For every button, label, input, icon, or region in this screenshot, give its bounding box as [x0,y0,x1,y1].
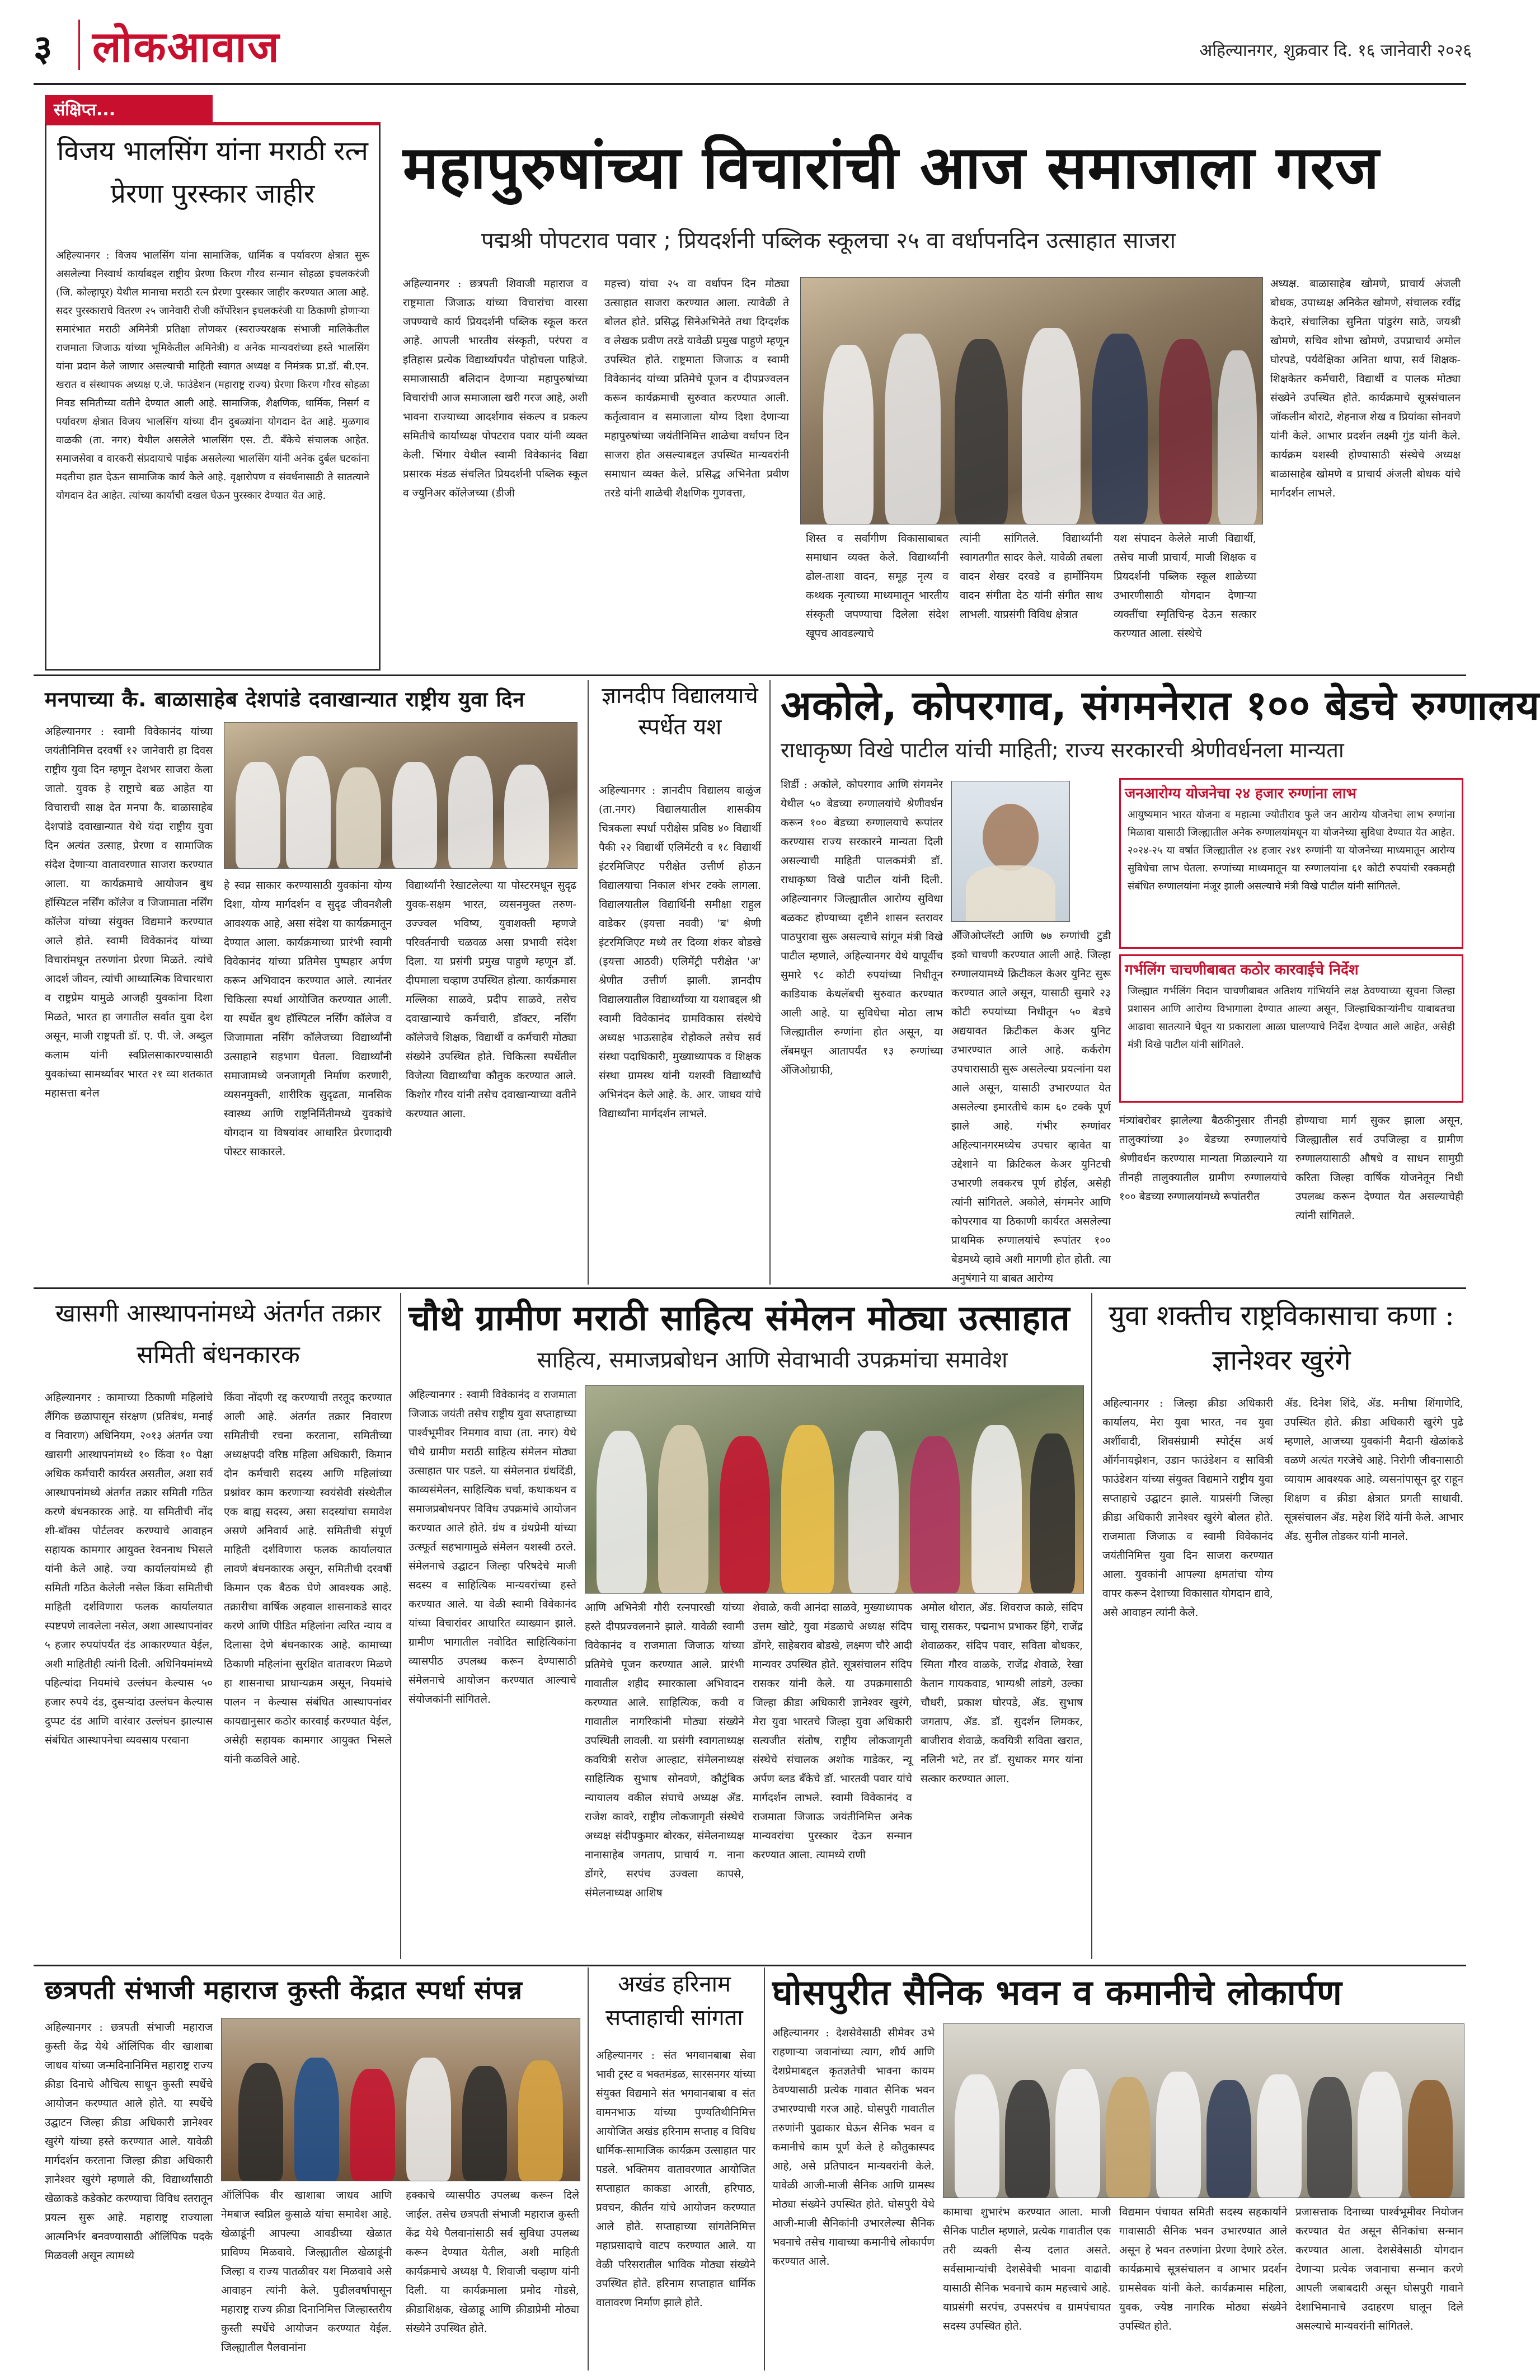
rule-v-committee [400,1293,401,1959]
testing-box-title: गर्भलिंग चाचणीबाबत कठोर कारवाईचे निर्देश [1125,962,1359,978]
ghospuri-col-1: अहिल्यानगर : देशसेवेसाठी सीमेवर उभे राहणाऱ्या जवानांच्या त्याग, शौर्य आणि देशप्रेमाबद्दल कृतज्ञतेची भावना कायम ठेवण्यासाठी प्रत्येक गावात सैनिक भवन उभारण्याची गरज आहे. घोसपुरी गावातील तरुणांनी पुढाकार घेऊन सैनिक भवन व कमानीचे काम पूर्ण केले हे कौतुकास्पद आहे, असे प्रतिपादन मान्यवरांनी केले. यावेळी आजी-माजी सैनिक आणि ग्रामस्थ मोठ्या संख्येने उपस्थित होते. घोसपुरी येथे आजी-माजी सैनिकांनी उभारलेल्या सैनिक भवनाचे तसेच गावाच्या कमानीचे लोकार्पण करण्यात आले. [772,2027,935,2267]
lead-col-4: त्यांनी सांगितले. विद्यार्थ्यांनी स्वागतगीत सादर केले. यावेळी तबला वादन शेखर दरवडे व हार्मोनियम वादन संगीता देठ यांनी संगीत साथ लाभली. याप्रसंगी विविध क्षेत्रात [960,532,1102,621]
rule-row1 [34,674,1466,676]
rule-v-dnyandeep [769,680,771,1285]
sammelan-col-2: आणि अभिनेत्री गौरी रत्नपारखी यांच्या हस्ते दीपप्रज्वलनाने झाले. यावेळी स्वामी विवेकानंद व राजमाता जिजाऊ यांच्या प्रतिमेचे पूजन करण्यात आले. प्रारंभी गावातील शहीद स्मारकाला अभिवादन करण्यात आले. साहित्यिक, कवी व गावातील नागरिकांनी मोठ्या संख्येने उपस्थिती लावली. या प्रसंगी स्वागताध्यक्ष कवयित्री सरोज आल्हाट, संमेलनाध्यक्ष साहित्यिक सुभाष सोनवणे, कौटुंबिक न्यायालय वकील संघाचे अध्यक्ष ॲड. राजेश कावरे, राष्ट्रीय लोकजागृती संस्थेचे अध्यक्ष संदीपकुमार बोरकर, संमेलनाध्यक्ष नानासाहेब जगताप, प्राचार्य ग. नाना डोंगरे, सरपंच उज्वला कापसे, संमेलनाध्यक्ष आशिष [585,1601,744,1899]
lead-col-5: यश संपादन केलेले माजी विद्यार्थी, तसेच माजी प्राचार्य, माजी शिक्षक व प्रियदर्शनी पब्लिक स्कूल शाळेच्या उभारणीसाठी योगदान देणाऱ्या व्यक्तींचा स्मृतिचिन्ह देऊन सत्कार करण्यात आला. संस्थेचे [1114,532,1256,640]
hospital-col-3: मंत्र्यांबरोबर झालेल्या बैठकीनुसार तीनही तालुक्यांच्या ३० बेडच्या रुग्णालयांचे श्रेणीवर्धन करण्यास मान्यता मिळाल्याने या तीनही तालुक्यातील ग्रामीण रुग्णालयांचे १०० बेडच्या रुग्णालयांमध्ये रूपांतरीत [1119,1114,1287,1203]
hospital-col-1: शिर्डी : अकोले, कोपरगाव आणि संगमनेर येथील ५० बेडच्या रुग्णालयांचे श्रेणीवर्धन करून १०० बेडच्या रुग्णालयाचे रूपांतर करण्यास राज्य सरकारने मान्यता दिली असल्याची माहिती पालकमंत्री डॉ. राधाकृष्ण विखे पाटील यांनी दिली. अहिल्यानगर जिल्ह्यातील आरोग्य सुविधा बळकट होण्याच्या दृष्टीने शासन स्तरावर पाठपुरावा सुरू असल्याचे सांगून मंत्री विखे पाटील म्हणाले, अहिल्यानगर येथे यापूर्वीच सुमारे ९८ कोटी रुपयांच्या निधीतून काडियाक केथलॅबची सुरुवात करण्यात आली आहे. या सुविधेचा मोठा लाभ जिल्ह्यातील रुग्णांना होत असून, या लॅबमधून आतापर्यंत १३ रुग्णांच्या अँजिओग्राफी, [781,779,943,1076]
sammelan-col-4: अमोल थोरात, ॲड. शिवराज काळे, संदिप चासू रासकर, पद्मनाभ प्रभाकर हिंगे, राजेंद्र शेवाळकर, संदिप पवार, सविता बोधकर, स्मिता गौरव वाळके, राजेंद्र शेवाळे, रेखा केतान गायकवाड, भाग्यश्री लांडगे, उल्का चौधरी, प्रकाश घोरपडे, ॲड. सुभाष जगताप, ॲड. डॉ. सुदर्शन लिमकर, बाजीराव शेवाळे, कवयित्री सविता खरात, नलिनी भटे, तर डॉ. सुधाकर मगर यांना सत्कार करण्यात आला. [921,1601,1083,1785]
khurange-col-1: अहिल्यानगर : जिल्हा क्रीडा अधिकारी कार्यालय, मेरा युवा भारत, नव युवा अर्शीवादी, शिवसंग्रामी स्पोर्ट्स अर्थ ऑर्गनायझेशन, उडान फाउंडेशन व सावित्री फाउंडेशन यांच्या संयुक्त विद्यमाने राष्ट्रीय युवा सप्ताहाचे उद्घाटन झाले. याप्रसंगी जिल्हा क्रीडा अधिकारी ज्ञानेश्वर खुरंगे बोलत होते. राजमाता जिजाऊ व स्वामी विवेकानंद जयंतीनिमित्त युवा दिन साजरा करण्यात आला. युवकांनी आपल्या क्षमतांचा योग्य वापर करून देशाच्या विकासात योगदान द्यावे, असे आवाहन त्यांनी केले. [1102,1397,1273,1619]
hospital-col-4: होण्याचा मार्ग सुकर झाला असून, जिल्ह्यातील सर्व उपजिल्हा व ग्रामीण रुग्णालयासाठी औषधे व साधन सामुग्री करिता जिल्हा वार्षिक योजनेतून निधी उपलब्ध करून देण्यात येत असल्याचेही त्यांनी सांगितले. [1295,1114,1463,1222]
scheme-box-body: आयुष्यमान भारत योजना व महात्मा ज्योतीराव फुले जन आरोग्य योजनेचा लाभ रुग्णांना मिळावा यासाठी जिल्ह्यातील अनेक रुग्णालयांमधून या योजनेच्या सुविधा देण्यात येत आहेत. २०२४-२५ या वर्षात जिल्ह्यातील २४ हजार २४१ रुग्णांनी या योजनेच्या माध्यमातून आरोग्य सुविधेचा लाभ घेतला. रुग्णांच्या माध्यमातून या रुग्णालयांना ६१ कोटी रुपयांची रक्कमही संबंधित रुग्णालयांना मंजूर झाली असल्याचे मंत्री विखे पाटील यांनी सांगितले. [1128,809,1455,892]
khurange-col-2: ॲड. दिनेश शिंदे, ॲड. मनीषा शिंगाणेदि, उपस्थित होते. क्रीडा अधिकारी खुरंगे पुढे म्हणाले, आजच्या युवकांनी मैदानी खेळांकडे वळणे अत्यंत गरजेचे आहे. निरोगी जीवनासाठी व्यायाम आवश्यक आहे. व्यसनांपासून दूर राहून शिक्षण व क्रीडा क्षेत्रात प्रगती साधावी. सूत्रसंचालन ॲड. महेश शिंदे यांनी केले. आभार ॲड. सुनील तोडकर यांनी मानले. [1284,1397,1463,1543]
khurange-headline: युवा शक्तीच राष्ट्रविकासाचा कणा : ज्ञानेश्वर खुरंगे [1109,1299,1454,1376]
rule-v-harinam [764,1967,765,2370]
committee-col-1: अहिल्यानगर : कामाच्या ठिकाणी महिलांचे लैंगिक छळापासून संरक्षण (प्रतिबंध, मनाई व निवारण) अधिनियम, २०१३ अंतर्गत ज्या खासगी आस्थापनांमध्ये १० किंवा १० पेक्षा अधिक कर्मचारी कार्यरत असतील, अशा सर्व आस्थापनांमध्ये अंतर्गत तक्रार समिती गठित करणे बंधनकारक आहे. या समितीची नोंद शी-बॉक्स पोर्टलवर करण्याचे आवाहन सहायक कामगार आयुक्त रेवननाथ भिसले यांनी केले आहे. ज्या कार्यालयांमध्ये ही समिती गठित केलेली नसेल किंवा समितीची माहिती दर्शविणारा फलक कार्यालयात स्पष्टपणे लावलेला नसेल, अशा आस्थापनांवर ५ हजार रुपयांपर्यंत दंड आकारण्यात येईल, अशी माहितीही त्यांनी दिली. अधिनियमांमध्ये पहिल्यांदा नियमांचे उल्लंघन केल्यास ५० हजार रुपये दंड, दुसऱ्यांदा उल्लंघन केल्यास दुप्पट दंड आणि वारंवार उल्लंघन झाल्यास संबंधित आस्थापनेचा व्यवसाय परवाना [45,1392,213,1746]
scheme-box-title: जनआरोग्य योजनेचा २४ हजार रुग्णांना लाभ [1125,785,1356,802]
masthead-divider [78,20,80,70]
brief-label: संक्षिप्त... [45,95,213,122]
lead-col-3: शिस्त व सर्वांगीण विकासाबाबत समाधान व्यक्त केले. विद्यार्थ्यांनी ढोल-ताशा वादन, समूह नृत्य व कथ्थक नृत्याच्या माध्यमातून भारतीय संस्कृती जपण्याचा दिलेला संदेश खूपच आवडल्याचे [806,532,949,640]
dnyandeep-body: अहिल्यानगर : ज्ञानदीप विद्यालय वाळुंज (ता.नगर) विद्यालयातील शासकीय चित्रकला स्पर्धा परीक्षेस प्रविष्ठ ४० विद्यार्थी पैकी २२ विद्यार्थी एलिमेंटरी व १८ विद्यार्थी इंटरमिजिएट परीक्षेत उत्तीर्ण होऊन विद्यालयाचा निकाल शंभर टक्के लागला. विद्यालयातील विद्यार्थिनी समीक्षा राहुल वाडेकर (इयत्ता नववी) 'ब' श्रेणी इंटरमिजिएट मध्ये तर दिव्या शंकर बोडखे (इयत्ता आठवी) एलिमेंट्री परीक्षेत 'अ' श्रेणीत उत्तीर्ण झाली. ज्ञानदीप विद्यालयातील विद्यार्थ्यांच्या या यशाबद्दल श्री स्वामी विवेकानंद ग्रामविकास संस्थेचे अध्यक्ष भाऊसाहेब रोहोकले तसेच सर्व संस्था पदाधिकारी, मुख्याध्यापक व शिक्षक संस्था ग्रामस्थ यांनी यशस्वी विद्यार्थ्यांचे अभिनंदन केले आहे. के. आर. जाधव यांचे विद्यार्थ्यांना मार्गदर्शन लाभले. [599,784,761,1120]
kusti-col-1: अहिल्यानगर : छत्रपती संभाजी महाराज कुस्ती केंद्र येथे ऑलिंपिक वीर खाशाबा जाधव यांच्या जन्मदिनानिमित्त महाराष्ट्र राज्य क्रीडा दिनाचे औचित्य साधून कुस्ती स्पर्धेचे आयोजन करण्यात आले होते. या स्पर्धेचे उद्घाटन जिल्हा क्रीडा अधिकारी ज्ञानेश्वर खुरंगे यांच्या हस्ते करण्यात आले. यावेळी मार्गदर्शन करताना जिल्हा क्रीडा अधिकारी ज्ञानेश्वर खुरंगे म्हणाले की, विद्यार्थ्यांसाठी खेळाकडे कडेकोट करण्याचा विविध स्तरातून प्रयत्न सुरू आहे. महाराष्ट्र राज्याला आत्मनिर्भर बनवण्यासाठी ऑलिंपिक पदके मिळवली असून त्यामध्ये [45,2021,213,2262]
sammelan-col-3: शेवाळे, कवी आनंदा साळवे, मुख्याध्यापक उत्तम खोटे, युवा मंडळाचे अध्यक्ष संदिप डोंगरे, साहेबराव बोडखे, लक्ष्मण चौरे आदी मान्यवर उपस्थित होते. सूत्रसंचालन संदिप रासकर यांनी केले. या उपक्रमासाठी जिल्हा क्रीडा अधिकारी ज्ञानेश्वर खुरंगे, मेरा युवा भारतचे जिल्हा युवा अधिकारी सत्यजीत संतोष, राष्ट्रीय लोकजागृती संस्थेचे संचालक अशोक गाडेकर, न्यू अर्पण ब्लड बँकेचे डॉ. भारतवी पवार यांचे मार्गदर्शन लाभले. स्वामी विवेकानंद व राजमाता जिजाऊ जयंतीनिमित्त अनेक मान्यवरांचा पुरस्कार देऊन सन्मान करण्यात आला. त्यामध्ये राणी [753,1601,912,1861]
brief-body: अहिल्यानगर : विजय भालसिंग यांना सामाजिक, धार्मिक व पर्यावरण क्षेत्रात सुरू असलेल्या निस्वार्थ कार्याबद्दल राष्ट्रीय प्रेरणा किरण गौरव सन्मान सोहळा इचलकरंजी (जि. कोल्हापूर) येथील मानाचा मराठी रत्न प्रेरणा पुरस्कार जाहीर करण्यात आला आहे. सदर पुरस्काराचे वितरण २५ जानेवारी रोजी कॉर्पोरेशन इचलकरंजी या ठिकाणी होणाऱ्या समारंभात मराठी अमिनेत्री प्रतिक्षा लोणकर (स्वराज्यरक्षक संभाजी मालिकेतील राजमाता जिजाऊ यांच्या भूमिकेतील अमिनेत्री) व अनेक मान्यवरांच्या हस्ते भालसिंग यांना प्रदान केले जाणार असल्याची माहिती स्वागत अध्यक्ष व निमंत्रक प्रा.डॉ. बी.एन. खरात व संस्थापक अध्यक्ष ए.जे. फाउंडेशन (महाराष्ट्र राज्य) प्रेरणा किरण गौरव सोहळा निवड समितीच्या वतीने देण्यात आली आहे. सामाजिक, शैक्षणिक, धार्मिक, निसर्ग व पर्यावरण क्षेत्रात विजय भालसिंग यांच्या दीन दुबळ्यांना योगदान देत आहे. मुळगाव वाळकी (ता. नगर) येथील असलेले भालसिंग एस. टी. बँकेचे संचालक आहेत. समाजसेवा व वारकरी संप्रदायाचे पाईक असलेल्या भालसिंग यांनी अनेक दुर्बल घटकांना मदतीचा हात देऊन सामाजिक कार्य केले आहे. वृक्षारोपण व संवर्धनासाठी ते सातत्याने योगदान देत आहेत. त्यांच्या कार्याची दखल घेऊन पुरस्कार देण्यात येत आहे. [56,250,369,502]
masthead-rule [34,83,1466,85]
lead-col-6: अध्यक्ष. बाळासाहेब खोमणे, प्राचार्य अंजली बोधक, उपाध्यक्ष अनिकेत खोमणे, संचालक रवींद्र केदारे, संचालिका सुनिता पांडुरंग साठे, जयश्री खोमणे, सचिव शोभा खोमणे, उपप्राचार्य अमोल घोरपडे, पर्यवेक्षिका अनिता थापा, सर्व शिक्षक-शिक्षकेतर कर्मचारी, विद्यार्थी व पालक मोठ्या संख्येने उपस्थित होते. कार्यक्रमाचे सूत्रसंचालन जॉकलीन बोराटे, शेहनाज शेख व प्रियांका सोनवणे यांनी केले. आभार प्रदर्शन लक्ष्मी गुंड यांनी केले. कार्यक्रम यशस्वी होण्यासाठी संस्थेचे अध्यक्ष बाळासाहेब खोमणे व प्राचार्य अंजली बोधक यांचे मार्गदर्शन लाभले. [1270,278,1461,499]
harinam-body: अहिल्यानगर : संत भगवानबाबा सेवा भावी ट्रस्ट व भक्तमंडळ, सारसनगर यांच्या संयुक्त विद्यमाने संत भगवानबाबा व संत वामनभाऊ यांच्या पुण्यतिथीनिमित्त आयोजित अखंड हरिनाम सप्ताह व विविध धार्मिक-सामाजिक कार्यक्रम उत्साहात पार पडले. भक्तिमय वातावरणात आयोजित सप्ताहात काकडा आरती, हरिपाठ, प्रवचन, कीर्तन यांचे आयोजन करण्यात आले होते. सप्ताहाच्या सांगतेनिमित्त महाप्रसादाचे वाटप करण्यात आले. या वेळी परिसरातील भाविक मोठ्या संख्येने उपस्थित होते. हरिनाम सप्ताहात धार्मिक वातावरण निर्माण झाले होते. [596,2049,755,2309]
sammelan-subhead: साहित्य, समाजप्रबोधन आणि सेवाभावी उपक्रमांचा समावेश [537,1347,1008,1373]
page-number: ३ [34,28,53,69]
lead-subhead: पद्मश्री पोपटराव पवार ; प्रियदर्शनी पब्लिक स्कूलचा २५ वा वर्धापनदिन उत्साहात साजरा [481,228,1176,254]
lead-headline: महापुरुषांच्या विचारांची आज समाजाला गरज [403,133,1380,202]
rule-row3 [34,1965,1466,1966]
sammelan-col-1: अहिल्यानगर : स्वामी विवेकानंद व राजमाता जिजाऊ जयंती तसेच राष्ट्रीय युवा सप्ताहाच्या पार्श्वभूमीवर निमगाव वाघा (ता. नगर) येथे चौथे ग्रामीण मराठी साहित्य संमेलन मोठ्या उत्साहात पार पडले. या संमेलनात ग्रंथदिंडी, काव्यसंमेलन, साहित्यिक चर्चा, कथाकथन व समाजप्रबोधनपर विविध उपक्रमांचे आयोजन करण्यात आले होते. ग्रंथ व ग्रंथप्रेमी यांच्या उत्स्फूर्त सहभागामुळे संमेलन यशस्वी ठरले. संमेलनाचे उद्घाटन जिल्हा परिषदेचे माजी सदस्य व साहित्यिक मान्यवरांच्या हस्ते करण्यात आले. या वेळी स्वामी विवेकानंद यांच्या विचारांवर आधारित व्याख्यान झाले. ग्रामीण भागातील नवोदित साहित्यिकांना व्यासपीठ उपलब्ध करून देण्यासाठी संमेलनाचे आयोजन करण्यात आल्याचे संयोजकांनी सांगितले. [409,1389,576,1706]
kusti-col-2: ऑलिंपिक वीर खाशाबा जाधव आणि नेमबाज स्वप्निल कुसाळे यांचा समावेश आहे. खेळाडूंनी आपल्या आवडीच्या खेळात प्राविण्य मिळवावे. जिल्ह्यातील खेळाडूंनी जिल्हा व राज्य पातळीवर यश मिळवावे असे आवाहन त्यांनी केले. पुढीलवर्षापासून महाराष्ट्र राज्य क्रीडा दिनानिमित्त जिल्हास्तरीय कुस्ती स्पर्धेचे आयोजन करण्यात येईल. जिल्ह्यातील पैलवानांना [221,2189,392,2354]
youthday-col-2: हे स्वप्न साकार करण्यासाठी युवकांना योग्य दिशा, योग्य मार्गदर्शन व सुदृढ जीवनशैली आवश्यक आहे, असा संदेश या कार्यक्रमातून देण्यात आला. कार्यक्रमाच्या प्रारंभी स्वामी विवेकानंद यांच्या प्रतिमेस पुष्पहार अर्पण करून अभिवादन करण्यात आले. त्यानंतर चिकित्सा स्पर्धा आयोजित करण्यात आली. या स्पर्धेत बुथ हॉस्पिटल नर्सिंग कॉलेज व जिजामाता नर्सिंग कॉलेजच्या विद्यार्थ्यांनी उत्साहाने सहभाग घेतला. विद्यार्थ्यांनी समाजामध्ये जनजागृती निर्माण करणारी, व्यसनमुक्ती, शारीरिक सुदृढता, मानसिक स्वास्थ्य आणि राष्ट्रनिर्मितीमध्ये युवकांचे योगदान या विषयांवर आधारित प्रेरणादायी पोस्टर साकारले. [224,879,392,1158]
lead-photo [800,277,1263,524]
dateline: अहिल्यानगर, शुक्रवार दि. १६ जानेवारी २०२६ [1199,41,1472,60]
ghospuri-photo [943,2023,1464,2198]
ghospuri-col-3: विद्यमान पंचायत समिती सदस्य सहकार्याने गावासाठी सैनिक भवन उभारण्यात आले असून हे भवन तरुणांना प्रेरणा देणारे ठरेल. कार्यक्रमाचे सूत्रसंचालन व आभार प्रदर्शन ग्रामसेवक यांनी केले. कार्यक्रमास महिला, युवक, ज्येष्ठ नागरिक मोठ्या संख्येने उपस्थित होते. [1119,2206,1287,2332]
youthday-headline: मनपाच्या कै. बाळासाहेब देशपांडे दवाखान्यात राष्ट्रीय युवा दिन [45,687,525,711]
kusti-headline: छत्रपती संभाजी महाराज कुस्ती केंद्रात स्पर्धा संपन्न [45,1975,523,2005]
sammelan-headline: चौथे ग्रामीण मराठी साहित्य संमेलन मोठ्या उत्साहात [409,1297,1071,1338]
ghospuri-col-2: कामाचा शुभारंभ करण्यात आला. माजी सैनिक पाटील म्हणाले, प्रत्येक गावातील एक तरी व्यक्ती सैन्य दलात असते. सर्वसामान्यांची देशसेवेची भावना वाढावी यासाठी सैनिक भवनाचे काम महत्त्वाचे आहे. याप्रसंगी सरपंच, उपसरपंच व ग्रामपंचायत सदस्य उपस्थित होते. [943,2206,1111,2332]
youthday-photo [224,722,578,869]
youthday-col-1: अहिल्यानगर : स्वामी विवेकानंद यांच्या जयंतीनिमित्त दरवर्षी १२ जानेवारी हा दिवस राष्ट्रीय युवा दिन म्हणून देशभर साजरा केला जातो. युवक हे राष्ट्राचे बळ आहेत या विचाराची साक्ष देत मनपा कै. बाळासाहेब देशपांडे दवाखान्यात येथे यंदा राष्ट्रीय युवा दिन अत्यंत उत्साह, प्रेरणा व सामाजिक संदेश देणाऱ्या वातावरणात साजरा करण्यात आला. या कार्यक्रमाचे आयोजन बुथ हॉस्पिटल नर्सिंग कॉलेज व जिजामाता नर्सिंग कॉलेज यांच्या संयुक्त विद्यमाने करण्यात आले होते. स्वामी विवेकानंद यांच्या विचारांमधून तरुणांना प्रेरणा मिळते. त्यांचे आदर्श जीवन, त्यांची आध्यात्मिक विचारधारा व राष्ट्रप्रेम यामुळे आजही युवकांना दिशा मिळते, भारत हा जगातील सर्वात युवा देश असून, माजी राष्ट्रपती डॉ. ए. पी. जे. अब्दुल कलाम यांनी स्वप्निलसाकारण्यासाठी युवकांच्या सामर्थ्यावर भारत २१ व्या शतकात महासत्ता बनेल [45,725,213,1099]
hospital-col-2: अँजिओप्लॅस्टी आणि ७७ रुग्णांची टुडी इको चाचणी करण्यात आली आहे. जिल्हा रुग्णालयामध्ये क्रिटीकल केअर युनिट सुरू करण्यात आले असून, यासाठी सुमारे २३ कोटी रुपयांच्या निधीतून ५० बेडचे अद्ययावत क्रिटीकल केअर युनिट उभारण्यात आले आहे. कर्करोग उपचारासाठी सुरू असलेल्या प्रयत्नांना यश आले असून, यासाठी उभारण्यात येत असलेल्या इमारतीचे काम ६० टक्के पूर्ण झाले आहे. गंभीर रुग्णांवर अहिल्यानगरमध्येच उपचार व्हावेत या उद्देशाने या क्रिटिकल केअर युनिटची उभारणी लवकरच पूर्ण होईल, असेही त्यांनी सांगितले. अकोले, संगमनेर आणि कोपरगाव या ठिकाणी कार्यरत असलेल्या प्राथमिक रुग्णालयांचे रूपांतर १०० बेडमध्ये व्हावे अशी मागणी होत होती. त्या अनुषंगाने या बाबत आरोग्य [951,930,1111,1285]
rule-v-sammelan [1091,1293,1092,1959]
logo: लोकआवाज [92,22,280,72]
ghospuri-col-4: प्रजासत्ताक दिनाच्या पार्श्वभूमीवर नियोजन करण्यात येत असून सैनिकांचा सन्मान करण्यात आला. देशसेवेसाठी योगदान देणाऱ्या प्रत्येक जवानाचा सन्मान करणे आपली जबाबदारी असून घोसपुरी गावाने देशाभिमानाचे उदाहरण घालून दिले असल्याचे मान्यवरांनी सांगितले. [1295,2206,1463,2332]
rule-v-youth [588,680,589,1285]
lead-col-2: महत्त्व) यांचा २५ वा वर्धापन दिन मोठ्या उत्साहात साजरा करण्यात आला. त्यावेळी ते बोलत होते. प्रसिद्ध सिनेअभिनेते तथा दिग्दर्शक व लेखक प्रवीण तरडे यावेळी प्रमुख पाहुणे म्हणून उपस्थित होते. राष्ट्रमाता जिजाऊ व स्वामी विवेकानंद यांच्या प्रतिमेचे पूजन व दीपप्रज्वलन करून कार्यक्रमाची सुरुवात करण्यात आली. कर्तृत्वावान व समाजाला योग्य दिशा देणाऱ्या महापुरुषांच्या जयंतीनिमित्त शाळेचा वर्धापन दिन साजरा होत असल्याबद्दल उपस्थित मान्यवरांनी समाधान व्यक्त केले. प्रसिद्ध अभिनेता प्रवीण तरडे यांनी शाळेची शैक्षणिक गुणवत्ता, [604,278,789,499]
committee-col-2: किंवा नोंदणी रद्द करण्याची तरतूद करण्यात आली आहे. अंतर्गत तक्रार निवारण समितीची रचना करताना, समितीच्या अध्यक्षपदी वरिष्ठ महिला अधिकारी, किमान दोन कर्मचारी सदस्य आणि महिलांच्या प्रश्नांवर काम करणाऱ्या स्वयंसेवी संस्थेतील एक बाह्य सदस्य, असा सदस्यांचा समावेश असणे अनिवार्य आहे. समितीची संपूर्ण माहिती दर्शविणारा फलक कार्यालयात लावणे बंधनकारक असून, समितीची दरवर्षी किमान एक बैठक घेणे आवश्यक आहे. तक्रारीचा वार्षिक अहवाल शासनाकडे सादर करणे आणि पीडित महिलांना त्वरित न्याय व दिलासा देणे बंधनकारक आहे. कामाच्या ठिकाणी महिलांना सुरक्षित वातावरण मिळणे हा शासनाचा प्राधान्यक्रम असून, नियमांचे पालन न केल्यास संबंधित आस्थापनांवर कायद्यानुसार कठोर कारवाई करण्यात येईल, असेही सहायक कामगार आयुक्त भिसले यांनी कळविले आहे. [224,1392,392,1765]
kusti-col-3: हक्काचे व्यासपीठ उपलब्ध करून दिले जाईल. तसेच छत्रपती संभाजी महाराज कुस्ती केंद्र येथे पैलवानांसाठी सर्व सुविधा उपलब्ध करून देण्यात येतील, अशी माहिती कार्यक्रमाचे अध्यक्ष पै. शिवाजी चव्हाण यांनी दिली. या कार्यक्रमाला प्रमोद गोडसे, क्रीडाशिक्षक, खेळाडू आणि क्रीडाप्रेमी मोठ्या संख्येने उपस्थित होते. [406,2189,579,2335]
hospital-headline: अकोले, कोपरगाव, संगमनेरात १०० बेडचे रुग्णालय [781,682,1540,729]
rule-row2 [34,1287,1466,1289]
hospital-subhead: राधाकृष्ण विखे पाटील यांची माहिती; राज्य सरकारची श्रेणीवर्धनला मान्यता [781,738,1344,762]
committee-headline: खासगी आस्थापनांमध्ये अंतर्गत तक्रार समिती बंधनकारक [55,1299,381,1369]
ghospuri-headline: घोसपुरीत सैनिक भवन व कमानीचे लोकार्पण [772,1972,1342,2013]
youthday-col-3: विद्यार्थ्यांनी रेखाटलेल्या या पोस्टरमधून सुदृढ युवक-सक्षम भारत, व्यसनमुक्त तरुण-उज्ज्वल भविष्य, युवाशक्ती म्हणजे परिवर्तनाची चळवळ असा प्रभावी संदेश दिला. या प्रसंगी प्रमुख पाहुणे म्हणून डॉ. दीपमाला चव्हाण उपस्थित होत्या. कार्यक्रमास मल्लिका साळवे, प्रदीप साळवे, तसेच दवाखान्याचे कर्मचारी, डॉक्टर, नर्सिंग कॉलेजचे शिक्षक, विद्यार्थी व कर्मचारी मोठ्या संख्येने उपस्थित होते. चिकित्सा स्पर्धेतील विजेत्या विद्यार्थ्यांचा कौतुक करण्यात आले. किशोर गौरव यांनी तसेच दवाखान्याच्या वतीने करण्यात आला. [406,879,576,1120]
sammelan-photo [585,1385,1084,1594]
brief-title: विजय भालसिंग यांना मराठी रत्न प्रेरणा पुरस्कार जाहीर [57,135,368,209]
masthead [17,11,1483,78]
lead-col-1: अहिल्यानगर : छत्रपती शिवाजी महाराज व राष्ट्रमाता जिजाऊ यांच्या विचारांचा वारसा जपण्याचे कार्य प्रियदर्शनी पब्लिक स्कूल करत आहे. आपली भारतीय संस्कृती, परंपरा व इतिहास प्रत्येक विद्यार्थ्यापर्यंत पोहोचला पाहिजे. समाजासाठी बलिदान देणाऱ्या महापुरुषांच्या विचारांची आज समाजाला खरी गरज आहे, अशी भावना राज्याच्या आदर्शगाव संकल्प व प्रकल्प समितीचे कार्याध्यक्ष पोपटराव पवार यांनी व्यक्त केली. भिंगार येथील स्वामी विवेकानंद विद्या प्रसारक मंडळ संचलित प्रियदर्शनी पब्लिक स्कूल व ज्युनिअर कॉलेजच्या (डीजी [403,278,588,499]
testing-box-body: जिल्ह्यात गर्भलिंग निदान चाचणीबाबत अतिशय गांभिर्याने लक्ष ठेवण्याच्या सूचना जिल्हा प्रशासन आणि आरोग्य विभागाला देण्यात आल्या असून, जिल्हाधिकाऱ्यांनीच याबाबतचा आढावा सातत्याने घेवून या प्रकाराला आळा घालण्याचे निर्देश देण्यात आले आहेत, असेही मंत्री विखे पाटील यांनी सांगितले. [1128,985,1455,1051]
harinam-headline: अखंड हरिनाम सप्ताहाची सांगता [605,1971,743,2031]
rule-v-kusti [588,1967,589,2370]
dnyandeep-headline: ज्ञानदीप विद्यालयाचे स्पर्धेत यश [602,683,758,740]
hospital-portrait [951,781,1070,922]
kusti-photo [221,2018,580,2181]
